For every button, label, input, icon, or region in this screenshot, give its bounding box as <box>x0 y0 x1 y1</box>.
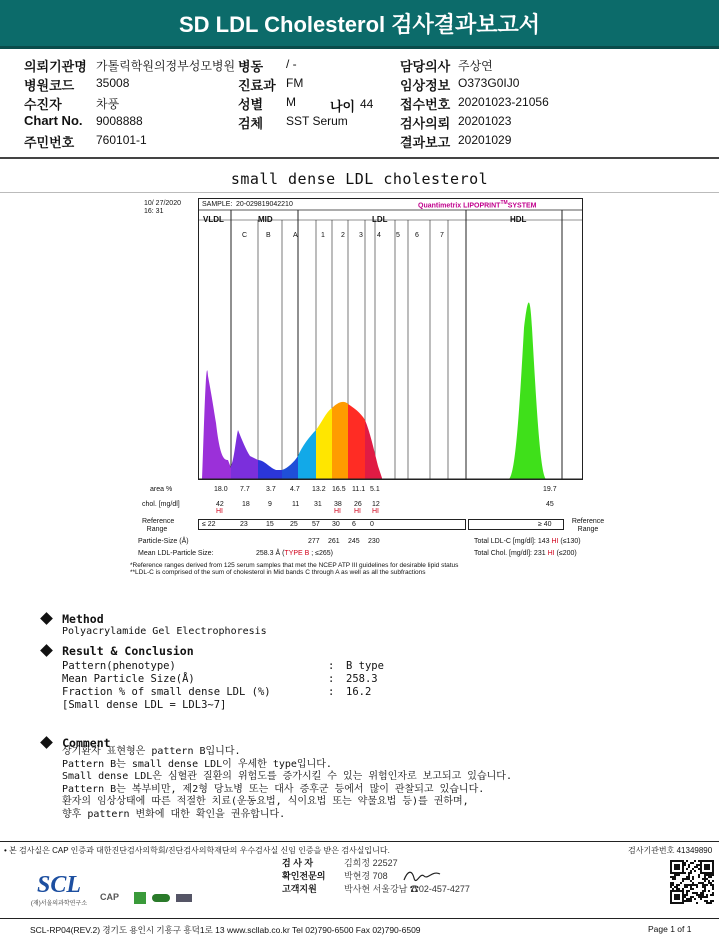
result-label: Mean Particle Size(Å) <box>62 673 195 685</box>
lipoprint-chart <box>128 196 618 576</box>
sample-label: SAMPLE: <box>202 201 233 208</box>
total-ldl-value: 143 <box>537 538 550 545</box>
ref-hdl: ≥ 40 <box>538 521 552 528</box>
field-value: 차풍 <box>96 97 120 111</box>
comment-line: Pattern B는 복부비만, 제2형 당뇨병 또는 대사 증후군 등에서 많이 관찰되고 있습니다. <box>62 783 485 795</box>
lab-logo-2 <box>152 894 170 902</box>
method-text: Polyacrylamide Gel Electrophoresis <box>62 626 267 637</box>
total-chol-flag: HI <box>547 550 555 557</box>
chol-flag: HI <box>216 508 223 515</box>
ref-value: 15 <box>266 521 274 528</box>
brand-sup: TM <box>500 200 508 206</box>
field-label: 성별 <box>238 97 264 112</box>
field-label: 의뢰기관명 <box>24 59 87 74</box>
result-value: B type <box>346 660 384 672</box>
lab-logo-1 <box>134 892 146 904</box>
ref-value: 30 <box>332 521 340 528</box>
field-value: O373G0IJ0 <box>458 76 520 90</box>
ref-value: 57 <box>312 521 320 528</box>
total-ldl-flag: HI <box>551 538 559 545</box>
comment-line: Pattern B는 small dense LDL이 우세한 type입니다. <box>62 758 332 770</box>
scl-logo <box>26 872 92 912</box>
sample-id: 20-029819042210 <box>236 201 293 208</box>
field-value: FM <box>286 76 304 90</box>
total-ldl-ref: (≤130) <box>560 538 581 545</box>
field-label: 수진자 <box>24 97 62 112</box>
chol-value: 42 <box>216 501 224 508</box>
inst-no: 검사기관번호 41349890 <box>628 846 713 855</box>
data-table <box>128 482 618 576</box>
result-label: Fraction % of small dense LDL (%) <box>62 686 271 698</box>
age-value: 44 <box>360 97 374 111</box>
total-chol-value: 231 <box>533 550 546 557</box>
section-underline <box>0 192 719 193</box>
chol-value: 11 <box>292 501 300 508</box>
ref-value: 6 <box>352 521 356 528</box>
result-section <box>42 640 194 659</box>
area-hdl: 19.7 <box>543 486 557 493</box>
field-value: M <box>286 95 296 109</box>
particle-size-value: 245 <box>348 538 360 545</box>
group-hdl: HDL <box>510 215 527 224</box>
address-line: SCL-RP04(REV.2) 경기도 용인시 기흥구 흥덕1로 13 www.scllab.co.kr Tel 02)790-6500 Fax 02)790-6509 <box>30 925 421 935</box>
result-row <box>62 673 462 686</box>
total-ldl <box>474 538 581 545</box>
bullet-diamond-icon <box>40 644 53 657</box>
field-label: Chart No. <box>24 113 83 128</box>
qr-code-icon <box>670 860 714 904</box>
total-chol <box>474 550 577 557</box>
band-label: 6 <box>415 232 419 239</box>
ref-value: 23 <box>240 521 248 528</box>
chol-value: 38 <box>334 501 342 508</box>
age-label: 나이 <box>330 99 356 114</box>
comment-line: Small dense LDL은 심혈관 질환의 위험도를 증가시킬 수 있는 위험인자로 보고되고 있습니다. <box>62 771 512 782</box>
field-label: 접수번호 <box>400 97 451 112</box>
ref-right-label: Reference Range <box>571 518 605 533</box>
ref-value: 25 <box>290 521 298 528</box>
field-value: 35008 <box>96 76 130 90</box>
total-chol-ref: (≤200) <box>556 550 577 557</box>
particle-size-value: 230 <box>368 538 380 545</box>
chol-value: 31 <box>314 501 322 508</box>
area-value: 7.7 <box>240 486 250 493</box>
page-number: Page 1 of 1 <box>648 924 692 934</box>
footer-divider-top <box>0 841 719 842</box>
field-label: 병동 <box>238 59 264 74</box>
result-items <box>62 660 462 712</box>
field-label: 결과보고 <box>400 135 451 150</box>
field-value: 주상연 <box>458 59 493 73</box>
chol-label: chol. [mg/dl] <box>142 501 180 508</box>
group-vldl: VLDL <box>203 215 224 224</box>
field-value: 760101-1 <box>96 133 147 147</box>
report-title: SD LDL Cholesterol 검사결과보고서 <box>0 0 719 49</box>
chol-value: 12 <box>372 501 380 508</box>
result-row <box>62 686 462 699</box>
chol-flag: HI <box>372 508 379 515</box>
footnote-2: **LDL-C is comprised of the sum of cholesterol in Mid bands C through A as well as all the subfractions <box>130 569 426 576</box>
band-label: 1 <box>321 232 325 239</box>
comment-line: 환자의 임상상태에 따른 적절한 치료(운동요법, 식이요법 또는 약물요법 등)를 권하며, <box>62 796 469 807</box>
band-label: 7 <box>440 232 444 239</box>
mean-size-label: Mean LDL-Particle Size: <box>138 550 214 557</box>
field-label: 병원코드 <box>24 78 75 93</box>
particle-size-value: 277 <box>308 538 320 545</box>
chol-value: 18 <box>242 501 250 508</box>
chol-value: 26 <box>354 501 362 508</box>
bullet-diamond-icon <box>40 612 53 625</box>
area-value: 16.5 <box>332 486 346 493</box>
field-value: SST Serum <box>286 114 348 128</box>
result-label: Pattern(phenotype) <box>62 660 176 672</box>
staff-role: 확인전문의 <box>282 871 326 881</box>
brand-label <box>418 200 537 209</box>
total-ldl-label: Total LDL-C [mg/dl]: <box>474 538 536 545</box>
chart-section-title: small dense LDL cholesterol <box>230 170 489 188</box>
footer-divider-bottom <box>0 918 719 919</box>
staff-name: 김희정 22527 <box>344 858 398 868</box>
signature-icon <box>402 868 442 884</box>
staff-role: 검 사 자 <box>282 858 314 868</box>
field-value: 20201023-21056 <box>458 95 549 109</box>
staff-role: 고객지원 <box>282 884 317 894</box>
staff-name: 박현경 708 <box>344 871 388 881</box>
footnote-1: *Reference ranges derived from 125 serum samples that met the NCEP ATP III guidelines for desirable lipid status <box>130 562 459 569</box>
ref-label: Reference Range <box>142 518 175 533</box>
area-value: 18.0 <box>214 486 228 493</box>
area-value: 4.7 <box>290 486 300 493</box>
lipoprint-graph <box>198 198 614 480</box>
chol-flag: HI <box>334 508 341 515</box>
cert-logos <box>100 890 196 908</box>
particle-size-value: 261 <box>328 538 340 545</box>
electrophoresis-peak <box>332 402 348 479</box>
header-divider <box>0 157 719 159</box>
field-label: 진료과 <box>238 78 276 93</box>
field-value: / - <box>286 57 297 71</box>
field-label: 검체 <box>238 116 264 131</box>
result-note: [Small dense LDL = LDL3~7] <box>62 699 227 711</box>
band-label: C <box>242 232 248 239</box>
mean-size-value: 258.3 Å (TYPE B ; ≤265) <box>256 550 334 557</box>
result-row <box>62 660 462 673</box>
chol-flag: HI <box>354 508 361 515</box>
field-label: 검사의뢰 <box>400 116 451 131</box>
result-colon: : <box>328 686 335 698</box>
ref-value: 0 <box>370 521 374 528</box>
chol-value: 9 <box>268 501 272 508</box>
result-title: Result & Conclusion <box>62 644 194 658</box>
result-colon: : <box>328 660 335 672</box>
result-value: 16.2 <box>346 686 372 698</box>
band-label: A <box>293 232 298 239</box>
staff-name: 박사현 서울강남 ☎02-457-4277 <box>344 884 470 894</box>
result-colon: : <box>328 673 335 685</box>
field-value: 9008888 <box>96 114 143 128</box>
cap-logo: CAP <box>100 892 120 902</box>
field-label: 주민번호 <box>24 135 75 150</box>
chart-date: 10/ 27/2020 <box>144 200 181 207</box>
total-chol-label: Total Chol. [mg/dl]: <box>474 550 532 557</box>
chart-time: 16: 31 <box>144 208 164 215</box>
comment-title: Comment <box>62 736 111 750</box>
band-label: 2 <box>341 232 345 239</box>
group-mid: MID <box>258 215 273 224</box>
band-label: 5 <box>396 232 400 239</box>
comment-line: 상기환자 표현형은 pattern B입니다. <box>62 746 241 757</box>
scl-logo-sub: (재)서울의과학연구소 <box>30 901 88 907</box>
cert-text: • 본 검사실은 CAP 인증과 대한진단검사의학회/진단검사의학재단의 우수검사실 신임 인증을 받은 검사실입니다. <box>4 846 390 855</box>
particle-size-label: Particle-Size (Å) <box>138 538 189 545</box>
field-value: 가톨릭학원의정부성모병원 <box>96 59 236 73</box>
result-value: 258.3 <box>346 673 378 685</box>
header-fields <box>0 52 719 152</box>
scl-logo-text: SCL <box>36 872 81 898</box>
field-value: 20201023 <box>458 114 512 128</box>
group-ldl: LDL <box>372 215 388 224</box>
area-value: 11.1 <box>352 486 366 493</box>
lab-logo-3 <box>176 894 192 902</box>
comment-lines <box>62 746 662 821</box>
band-label: B <box>266 232 271 239</box>
ref-value: ≤ 22 <box>202 521 216 528</box>
brand-suffix: SYSTEM <box>507 202 537 210</box>
field-label: 담당의사 <box>400 59 451 74</box>
method-title: Method <box>62 612 104 626</box>
brand-name: Quantimetrix LIPOPRINT <box>418 202 501 210</box>
band-label: 3 <box>359 232 363 239</box>
area-value: 13.2 <box>312 486 326 493</box>
chol-hdl: 45 <box>546 501 554 508</box>
comment-line: 향후 pattern 변화에 대한 확인을 권유합니다. <box>62 808 286 820</box>
bullet-diamond-icon <box>40 736 53 749</box>
area-value: 3.7 <box>266 486 276 493</box>
area-value: 5.1 <box>370 486 380 493</box>
field-label: 임상정보 <box>400 78 451 93</box>
band-label: 4 <box>377 232 381 239</box>
field-value: 20201029 <box>458 133 512 147</box>
area-label: area % <box>150 486 173 493</box>
